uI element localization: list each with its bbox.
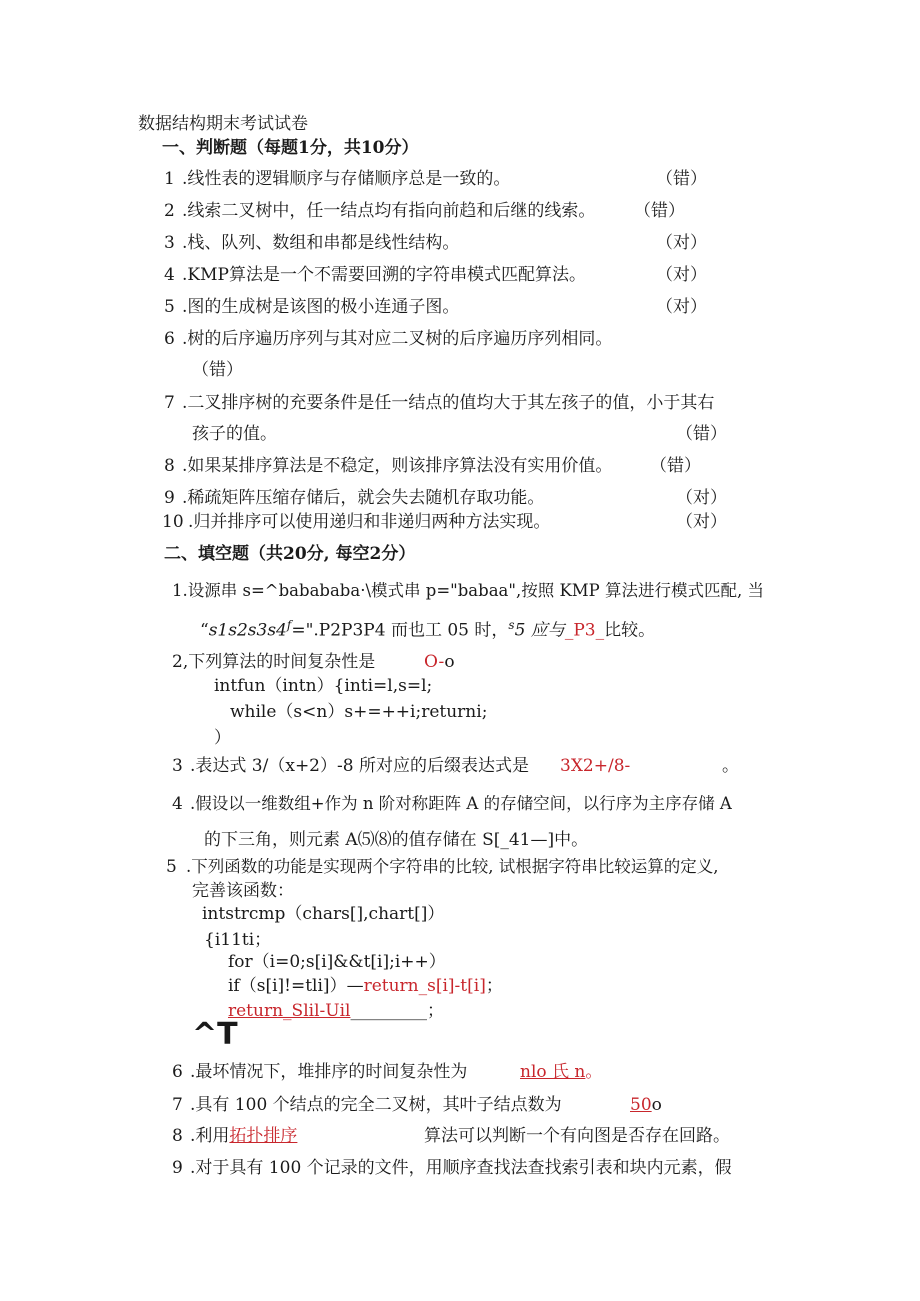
q8-answer: 拓扑排序 <box>229 1126 298 1146</box>
q5-line2: 完善该函数： <box>192 881 294 901</box>
q5-code4-answer: return_s[i]-t[i] <box>363 976 486 996</box>
q6-answer <box>520 1061 602 1083</box>
q1-mid: =".P2P3P4 而也工 05 时， <box>291 620 509 641</box>
item-text-continued: 孩子的值。 <box>192 424 277 444</box>
page-title: 数据结构期末考试试卷 <box>138 114 308 134</box>
q8-suffix: 算法可以判断一个有向图是否存在回路。 <box>424 1126 730 1146</box>
q5-code4-post: ； <box>485 976 503 996</box>
q2-suffix: o <box>444 652 455 672</box>
q4-number: 4 <box>172 794 183 814</box>
item-number: 1 <box>164 169 175 189</box>
q3-answer: 3X2+/8- <box>560 756 631 776</box>
q5-end-mark: ^T <box>192 1017 238 1052</box>
q6-answer-text: nlo 氏 n <box>520 1062 586 1082</box>
q5-code5-post: _________； <box>350 1001 444 1021</box>
q2-answer <box>424 651 455 673</box>
q8-text <box>190 1125 297 1147</box>
q6-suffix: 。 <box>585 1062 603 1082</box>
q7-answer-text: 50 <box>630 1095 652 1115</box>
item-text: .稀疏矩阵压缩存储后，就会失去随机存取功能。 <box>182 488 545 508</box>
q2-code-line3: ） <box>214 728 231 748</box>
item-number: 6 <box>164 329 175 349</box>
q5-code-line5 <box>228 1000 444 1022</box>
item-answer: （对） <box>676 488 727 508</box>
item-answer: （对） <box>676 512 727 532</box>
q4-line2: 的下三角，则元素 A⑸⑻的值存储在 S[_41—]中。 <box>204 830 589 850</box>
q7-text: .具有 100 个结点的完全二叉树，其叶子结点数为 <box>190 1095 562 1115</box>
item-text: .树的后序遍历序列与其对应二叉树的后序遍历序列相同。 <box>182 329 613 349</box>
item-number: 3 <box>164 233 175 253</box>
q5-line1: .下列函数的功能是实现两个字符串的比较, 试根据字符串比较运算的定义, <box>186 857 719 876</box>
item-text: .线性表的逻辑顺序与存储顺序总是一致的。 <box>182 169 511 189</box>
q7-suffix: o <box>651 1095 662 1115</box>
item-number: 2 <box>164 201 175 221</box>
q9-text: .对于具有 100 个记录的文件，用顺序查找法查找索引表和块内元素，假 <box>190 1158 732 1178</box>
q2-code-line1: intfun（intn）{inti=l,s=l; <box>214 676 433 696</box>
q1-answer: _P3_ <box>564 620 605 641</box>
q3-suffix: 。 <box>722 756 739 776</box>
q1-post: 比较。 <box>604 620 656 641</box>
q1-symbols: s1s2s3s4 <box>208 620 287 641</box>
q1-superscript-s: s <box>508 618 515 632</box>
item-text: .归并排序可以使用递归和非递归两种方法实现。 <box>188 512 551 532</box>
q5-code-line4 <box>228 975 503 997</box>
q1-mid2: 5 应与 <box>514 620 565 641</box>
item-answer: （错） <box>676 424 727 444</box>
item-number: 4 <box>164 265 175 285</box>
q5-code-line2: {i11ti； <box>204 930 272 950</box>
q6-text: .最坏情况下，堆排序的时间复杂性为 <box>190 1062 468 1082</box>
item-text: .如果某排序算法是不稳定，则该排序算法没有实用价值。 <box>182 456 613 476</box>
q1-line2 <box>200 614 655 642</box>
item-number: 7 <box>164 393 175 413</box>
item-text: .二叉排序树的充要条件是任一结点的值均大于其左孩子的值，小于其右 <box>182 393 715 413</box>
q8-number: 8 <box>172 1126 183 1146</box>
q7-number: 7 <box>172 1095 183 1115</box>
item-text: .栈、队列、数组和串都是线性结构。 <box>182 233 460 253</box>
q2-line1: 2,下列算法的时间复杂性是 <box>172 652 376 672</box>
q1-superscript: f <box>286 618 292 632</box>
q3-text: .表达式 3/（x+2）-8 所对应的后缀表达式是 <box>190 756 529 776</box>
q1-line1: 1.设源串 s=^babababa·\模式串 p="babaa",按照 KMP 算法进行模式匹配, 当 <box>172 581 765 600</box>
q1-quote: “ <box>200 620 209 641</box>
q5-code4-pre: if（s[i]!=tli]）— <box>228 976 364 996</box>
item-answer: （错） <box>650 456 701 476</box>
q2-code-line2: while（s<n）s+=++i;returni; <box>230 702 488 722</box>
q5-code-line3: for（i=0;s[i]&&t[i];i++） <box>228 952 446 972</box>
item-answer: （对） <box>656 297 707 317</box>
item-text: .图的生成树是该图的极小连通子图。 <box>182 297 460 317</box>
q5-number: 5 <box>166 857 177 877</box>
q5-code5-answer: return_Slil-Uil <box>228 1001 351 1021</box>
section2-heading: 二、填空题（共20分, 每空2分） <box>164 544 416 564</box>
item-answer: （错） <box>634 201 685 221</box>
q2-answer-text: O- <box>424 652 445 672</box>
item-number: 10 <box>162 512 184 532</box>
item-answer: （错） <box>192 360 243 380</box>
item-text: .线索二叉树中，任一结点均有指向前趋和后继的线索。 <box>182 201 596 221</box>
q8-prefix: .利用 <box>190 1126 230 1146</box>
q3-number: 3 <box>172 756 183 776</box>
item-answer: （对） <box>656 265 707 285</box>
item-answer: （对） <box>656 233 707 253</box>
q5-code-line1: intstrcmp（chars[],chart[]） <box>202 904 445 924</box>
item-text: .KMP算法是一个不需要回溯的字符串模式匹配算法。 <box>182 265 586 285</box>
q6-number: 6 <box>172 1062 183 1082</box>
q4-line1: .假设以一维数组+作为 n 阶对称距阵 A 的存储空间，以行序为主序存储 A <box>190 794 732 813</box>
section1-heading: 一、判断题（每题1分，共10分） <box>162 138 419 158</box>
item-number: 8 <box>164 456 175 476</box>
item-answer: （错） <box>656 169 707 189</box>
item-number: 9 <box>164 488 175 508</box>
q7-answer <box>630 1094 662 1116</box>
q9-number: 9 <box>172 1158 183 1178</box>
item-number: 5 <box>164 297 175 317</box>
